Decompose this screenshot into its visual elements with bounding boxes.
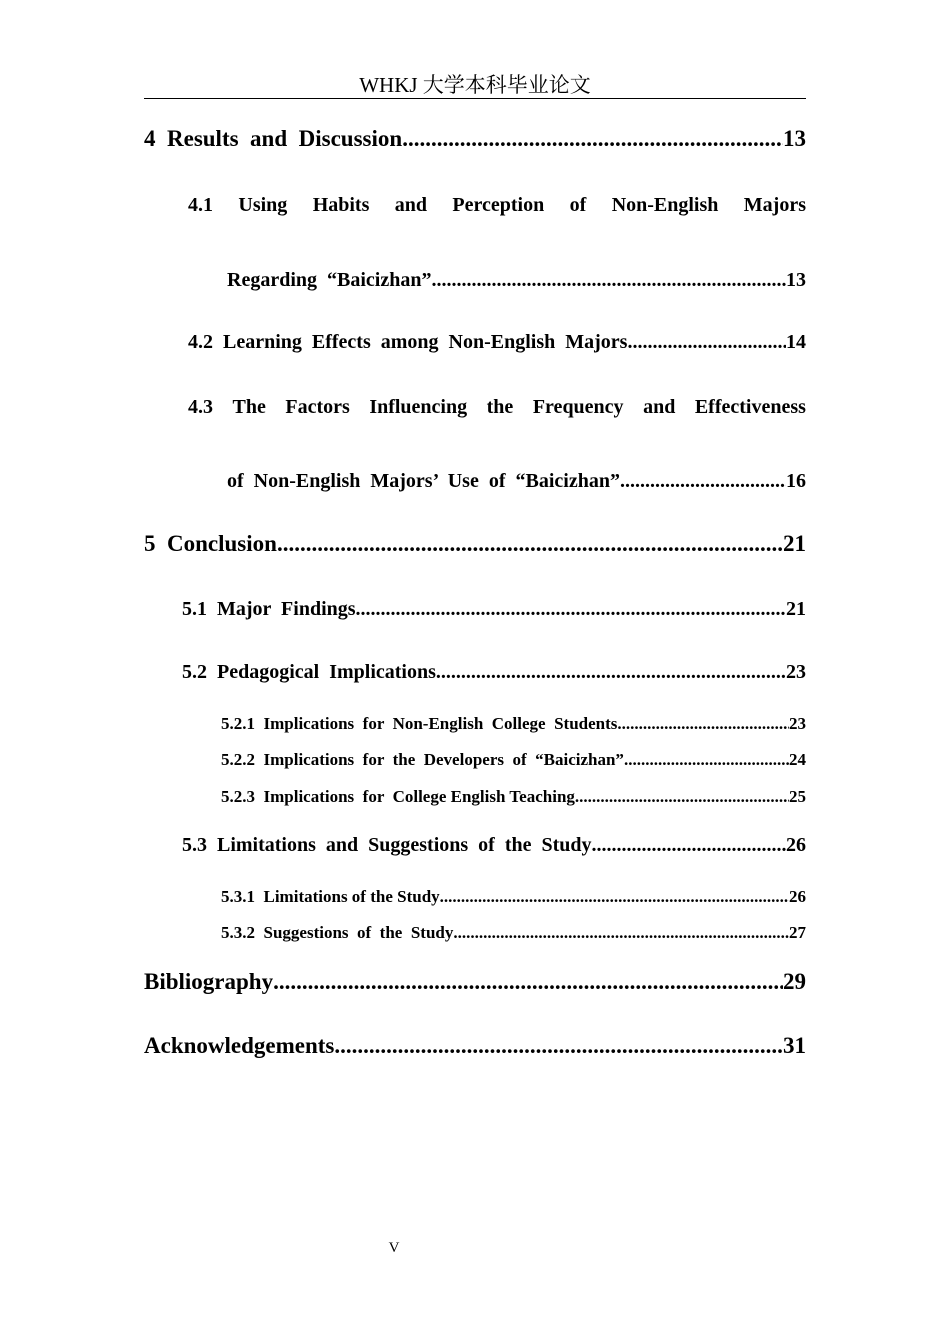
- toc-word: Majors: [743, 194, 806, 216]
- toc-entry-label: 5.3.2 Suggestions of the Study: [221, 923, 454, 942]
- page-header: WHKJ 大学本科毕业论文: [359, 73, 591, 97]
- dot-leader: [440, 887, 789, 907]
- toc-entry-5-2[interactable]: [182, 661, 806, 684]
- dot-leader: [334, 1033, 783, 1059]
- toc-page-number: 13: [786, 269, 806, 291]
- toc-entry-label: 4 Results and Discussion: [144, 126, 403, 151]
- toc-entry-label: Bibliography: [144, 969, 274, 994]
- dot-leader: [436, 661, 786, 684]
- dot-leader: [617, 714, 789, 734]
- toc-word: Frequency: [532, 396, 624, 418]
- toc-page-number: 26: [786, 834, 806, 856]
- toc-word: Factors: [285, 396, 350, 418]
- toc-entry-label: 5.3.1 Limitations of the Study: [221, 887, 440, 906]
- dot-leader: [431, 269, 786, 292]
- toc-entry-4-3-line1[interactable]: [188, 396, 806, 419]
- toc-word: 4.1: [188, 194, 213, 216]
- toc-entry-ch5[interactable]: [144, 531, 806, 557]
- toc-entry-4-3-line2[interactable]: [227, 470, 806, 493]
- toc-page-number: 31: [783, 1033, 806, 1058]
- dot-leader: [624, 750, 789, 770]
- toc-page-number: 13: [783, 126, 806, 151]
- toc-page-number: 25: [789, 787, 806, 806]
- dot-leader: [356, 598, 786, 621]
- toc-entry-label: Regarding “Baicizhan”: [227, 269, 432, 291]
- toc-word: Effectiveness: [694, 396, 806, 418]
- toc-entry-label: 5.2.2 Implications for the Developers of “Baicizhan”: [221, 750, 624, 769]
- toc-entry-label: 5.2 Pedagogical Implications: [182, 661, 436, 683]
- toc-page-number: 23: [789, 714, 806, 733]
- toc-entry-5-3-2[interactable]: [221, 923, 806, 943]
- toc-word: Habits: [312, 194, 370, 216]
- page-number-footer: V: [388, 1240, 400, 1256]
- toc-page-number: 21: [783, 531, 806, 556]
- toc-word: 4.3: [188, 396, 213, 418]
- toc-entry-4-1-line2[interactable]: [227, 269, 806, 292]
- toc-entry-5-2-3[interactable]: [221, 787, 806, 807]
- toc-entry-label: 5 Conclusion: [144, 531, 277, 556]
- dot-leader: [575, 787, 789, 807]
- dot-leader: [277, 531, 783, 557]
- dot-leader: [620, 470, 786, 493]
- toc-page-number: 24: [789, 750, 806, 769]
- toc-word: and: [394, 194, 428, 216]
- toc-entry-ch4[interactable]: [144, 126, 806, 152]
- header-rule: [144, 98, 806, 99]
- toc-entry-label: 5.3 Limitations and Suggestions of the Study: [182, 834, 592, 856]
- dot-leader: [273, 969, 783, 995]
- toc-word: and: [643, 396, 676, 418]
- toc-page-number: 29: [783, 969, 806, 994]
- toc-page-number: 27: [789, 923, 806, 942]
- toc-page-number: 21: [786, 598, 806, 620]
- toc-page-number: 16: [786, 470, 806, 492]
- toc-entry-bibliography[interactable]: [144, 969, 806, 995]
- toc-word: Using: [238, 194, 288, 216]
- toc-entry-5-2-1[interactable]: [221, 714, 806, 734]
- dot-leader: [402, 126, 783, 152]
- toc-entry-5-3[interactable]: [182, 834, 806, 857]
- toc-page-number: 26: [789, 887, 806, 906]
- toc-entry-4-2[interactable]: [188, 331, 806, 354]
- toc-word: Influencing: [369, 396, 468, 418]
- toc-entry-label: 4.2 Learning Effects among Non-English Majors: [188, 331, 628, 353]
- toc-page-number: 14: [786, 331, 806, 353]
- toc-page-number: 23: [786, 661, 806, 683]
- dot-leader: [627, 331, 786, 354]
- toc-word: Perception: [452, 194, 545, 216]
- toc-entry-label: 5.1 Major Findings: [182, 598, 356, 620]
- toc-word: the: [486, 396, 514, 418]
- toc-entry-5-2-2[interactable]: [221, 750, 806, 770]
- toc-entry-5-3-1[interactable]: [221, 887, 806, 907]
- toc-word: The: [232, 396, 266, 418]
- toc-entry-label: 5.2.3 Implications for College English Teaching: [221, 787, 575, 806]
- toc-entry-label: Acknowledgements: [144, 1033, 335, 1058]
- dot-leader: [453, 923, 789, 943]
- toc-word: of: [569, 194, 587, 216]
- dot-leader: [592, 834, 786, 857]
- toc-entry-label: of Non-English Majors’ Use of “Baicizhan”: [227, 470, 620, 492]
- toc-word: Non-English: [611, 194, 719, 216]
- toc-entry-label: 5.2.1 Implications for Non-English College Students: [221, 714, 618, 733]
- toc-entry-5-1[interactable]: [182, 598, 806, 621]
- toc-entry-4-1-line1[interactable]: [188, 194, 806, 217]
- toc-entry-acknowledgements[interactable]: [144, 1033, 806, 1059]
